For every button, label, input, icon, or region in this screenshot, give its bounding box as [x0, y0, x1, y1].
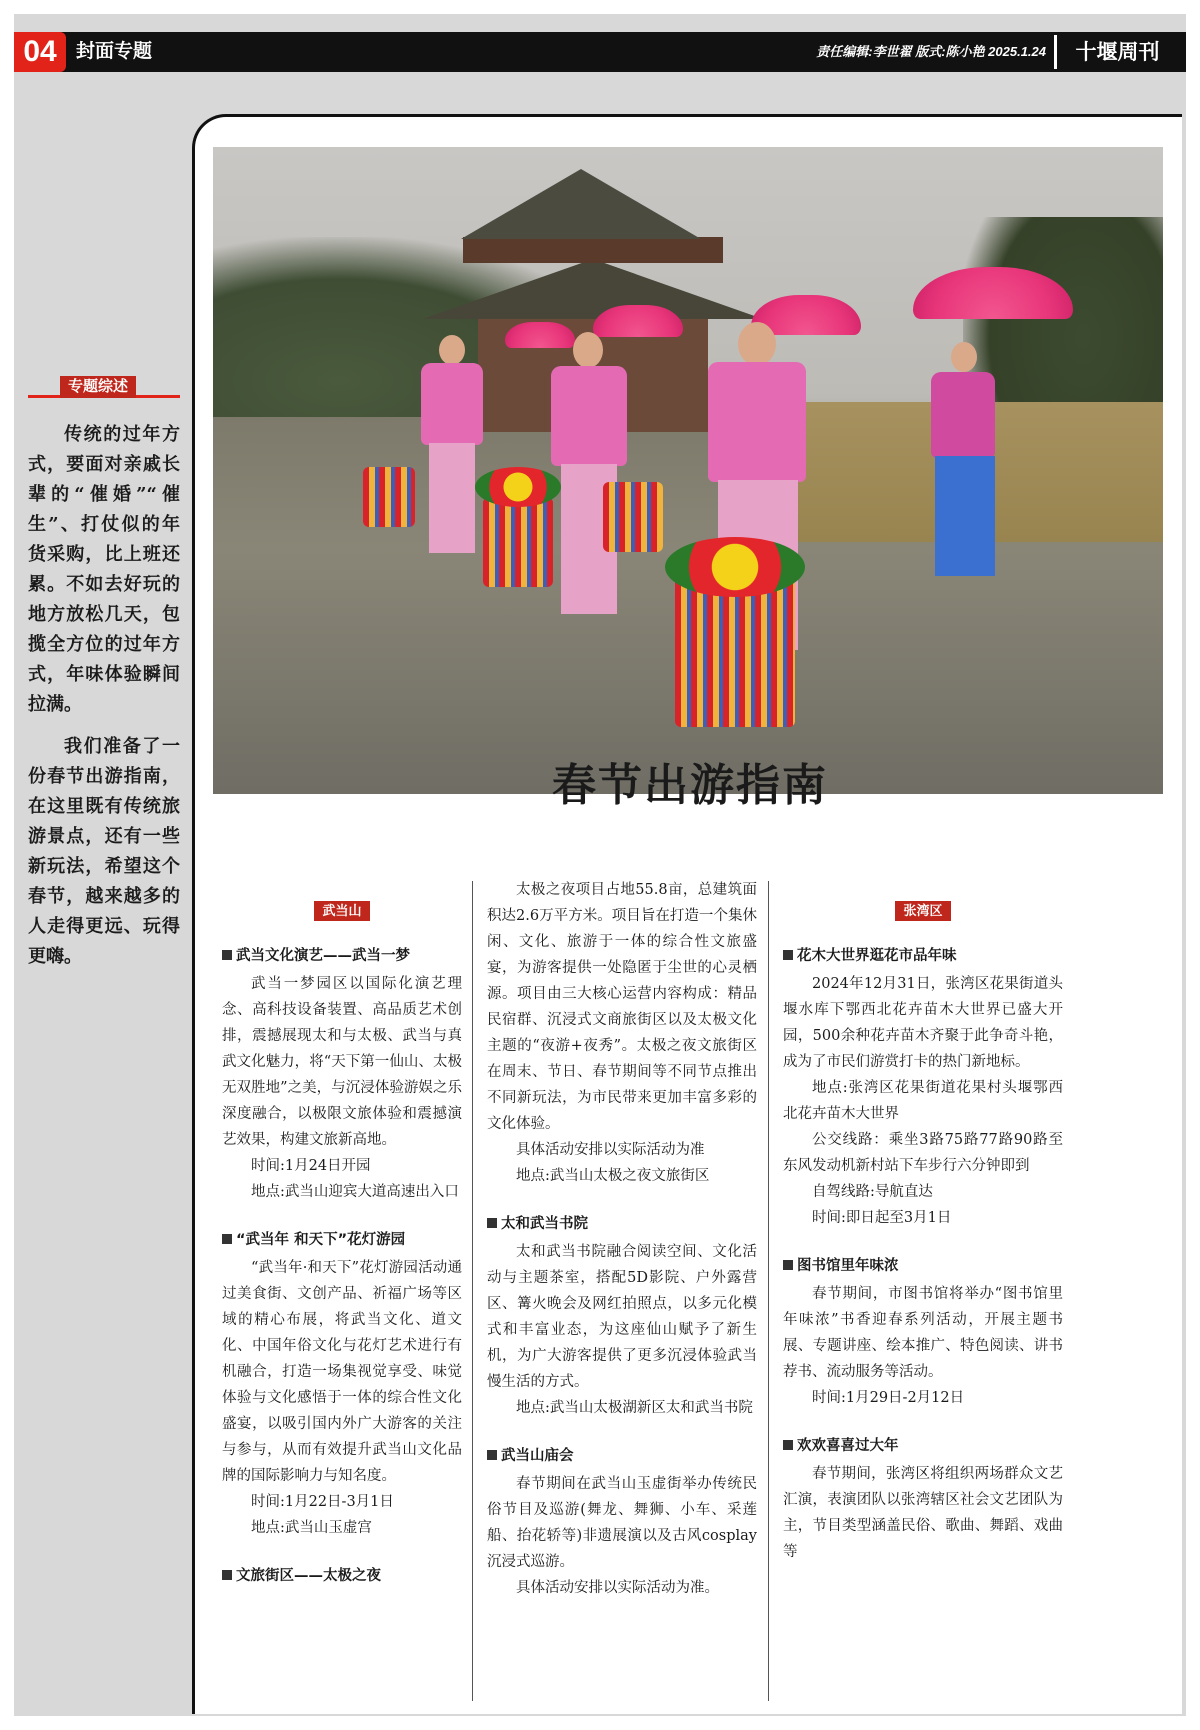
article-place: 地点:张湾区花果街道花果村头堰鄂西北花卉苗木大世界: [783, 1080, 1063, 1122]
article-body: 武当一梦园区以国际化演艺理念、高科技设备装置、高品质艺术创排，震撼展现太和与太极、武当与真武文化魅力，将“天下第一仙山、太极无双胜地”之美，与沉浸体验游娱之乐深度融合，以极限文旅体验和震撼演艺效果，构建文旅新高地。: [222, 976, 462, 1148]
article-heading: 文旅街区——太极之夜: [222, 1563, 462, 1589]
article-time: 时间:即日起至3月1日: [812, 1210, 952, 1226]
article-heading: “武当年 和天下”花灯游园: [222, 1227, 462, 1253]
article-heading: 图书馆里年味浓: [783, 1253, 1063, 1279]
article-bus: 公交线路：乘坐3路75路77路90路至东风发动机新村站下车步行六分钟即到: [783, 1132, 1063, 1174]
article-heading: 武当文化演艺——武当一梦: [222, 943, 462, 969]
page-title: 春节出游指南: [552, 760, 828, 811]
article-drive: 自驾线路:导航直达: [812, 1184, 933, 1200]
cover-photo: [213, 147, 1163, 794]
editor-credits: 责任编辑:李世翟 版式:陈小艳 2025.1.24: [816, 44, 1046, 59]
article-place: 地点:武当山太极之夜文旅街区: [516, 1168, 710, 1184]
article-note: 具体活动安排以实际活动为准: [516, 1142, 705, 1158]
parasol-image: [505, 322, 575, 348]
article-heading: 欢欢喜喜过大年: [783, 1433, 1063, 1459]
column-divider: [472, 881, 473, 1701]
article-body: 太和武当书院融合阅读空间、文化活动与主题茶室，搭配5D影院、户外露营区、篝火晚会及网红拍照点，以多元化模式和丰富业态，为这座仙山赋予了新生机，为广大游客提供了更多沉浸体验武当慢生活的方式。: [487, 1244, 757, 1390]
article-body: 春节期间，市图书馆将举办“图书馆里年味浓”书香迎春系列活动，开展主题书展、专题讲座、绘本推广、特色阅读、讲书荐书、流动服务等活动。: [783, 1286, 1063, 1380]
main-panel: [192, 114, 1182, 1714]
region-tag: 张湾区: [895, 901, 951, 921]
photo-temple-upper: [463, 237, 723, 263]
article-body: 春节期间，张湾区将组织两场群众文艺汇演，表演团队以张湾辖区社会文艺团队为主，节目类型涵盖民俗、歌曲、舞蹈、戏曲等: [783, 1466, 1063, 1560]
column-divider: [768, 881, 769, 1701]
page-number: 04: [14, 32, 66, 72]
article-place: 地点:武当山太极湖新区太和武当书院: [516, 1400, 753, 1416]
article-note: 具体活动安排以实际活动为准。: [516, 1580, 719, 1596]
article-heading: 武当山庙会: [487, 1443, 757, 1469]
article-place: 地点:武当山迎宾大道高速出入口: [251, 1184, 459, 1200]
article-body: “武当年·和天下”花灯游园活动通过美食街、文创产品、祈福广场等区域的精心布展，将武当文化、道文化、中国年俗文化与花灯艺术进行有机融合，打造一场集视觉享受、味觉体验与文化感悟于一体的综合性文化盛宴，以吸引国内外广大游客的关注与参与，从而有效提升武当山文化品牌的国际影响力与知名度。: [222, 1260, 462, 1484]
article-heading: 太和武当书院: [487, 1211, 757, 1237]
article-body: 春节期间在武当山玉虚街举办传统民俗节目及巡游(舞龙、舞狮、小车、采莲船、抬花轿等)非遗展演以及古风cosplay沉浸式巡游。: [487, 1476, 757, 1570]
column-3: [783, 877, 1063, 1565]
section-name: 封面专题: [76, 41, 153, 62]
flower-basket: [363, 467, 415, 527]
flower-basket: [483, 497, 553, 587]
column-1: [222, 877, 462, 1591]
masthead-logo: 十堰周刊: [1054, 35, 1178, 69]
article-heading: 花木大世界逛花市品年味: [783, 943, 1063, 969]
page-header: [14, 32, 1186, 72]
article-time: 时间:1月22日-3月1日: [251, 1494, 394, 1510]
sidebar-tag-label: 专题综述: [60, 376, 136, 398]
flower-basket: [675, 577, 795, 727]
article-body: 2024年12月31日，张湾区花果街道头堰水库下鄂西北花卉苗木大世界已盛大开园，500余种花卉苗木齐聚于此争奇斗艳，成为了市民们游赏打卡的热门新地标。: [783, 976, 1063, 1070]
column-2: [487, 877, 757, 1601]
photo-temple-roof-lower: [423, 259, 763, 319]
flower-bouquet: [665, 537, 805, 597]
photo-temple-roof-upper: [461, 169, 701, 239]
sidebar-paragraph: 传统的过年方式，要面对亲戚长辈的“催婚”“催生”、打仗似的年货采购，比上班还累。不如去好玩的地方放松几天，包揽全方位的过年方式，年味体验瞬间拉满。: [28, 424, 180, 715]
article-place: 地点:武当山玉虚宫: [251, 1520, 372, 1536]
parasol-image: [593, 305, 683, 337]
article-body: 太极之夜项目占地55.8亩，总建筑面积达2.6万平方米。项目旨在打造一个集休闲、文化、旅游于一体的综合性文旅盛宴，为游客提供一处隐匿于尘世的心灵栖源。项目由三大核心运营内容构成：精品民宿群、沉浸式文商旅街区以及太极文化主题的“夜游+夜秀”。太极之夜文旅街区在周末、节日、春节期间等不同节点推出不同新玩法，为市民带来更加丰富多彩的文化体验。: [487, 882, 757, 1132]
flower-basket: [603, 482, 663, 552]
flower-bouquet: [475, 467, 561, 507]
sidebar-summary: [28, 420, 180, 984]
article-time: 时间:1月29日-2月12日: [812, 1390, 965, 1406]
article-time: 时间:1月24日开园: [251, 1158, 371, 1174]
region-tag: 武当山: [314, 901, 370, 921]
sidebar-tag: [28, 376, 180, 398]
sidebar-paragraph: 我们准备了一份春节出游指南，在这里既有传统旅游景点，还有一些新玩法，希望这个春节，越来越多的人走得更远、玩得更嗨。: [28, 736, 180, 967]
